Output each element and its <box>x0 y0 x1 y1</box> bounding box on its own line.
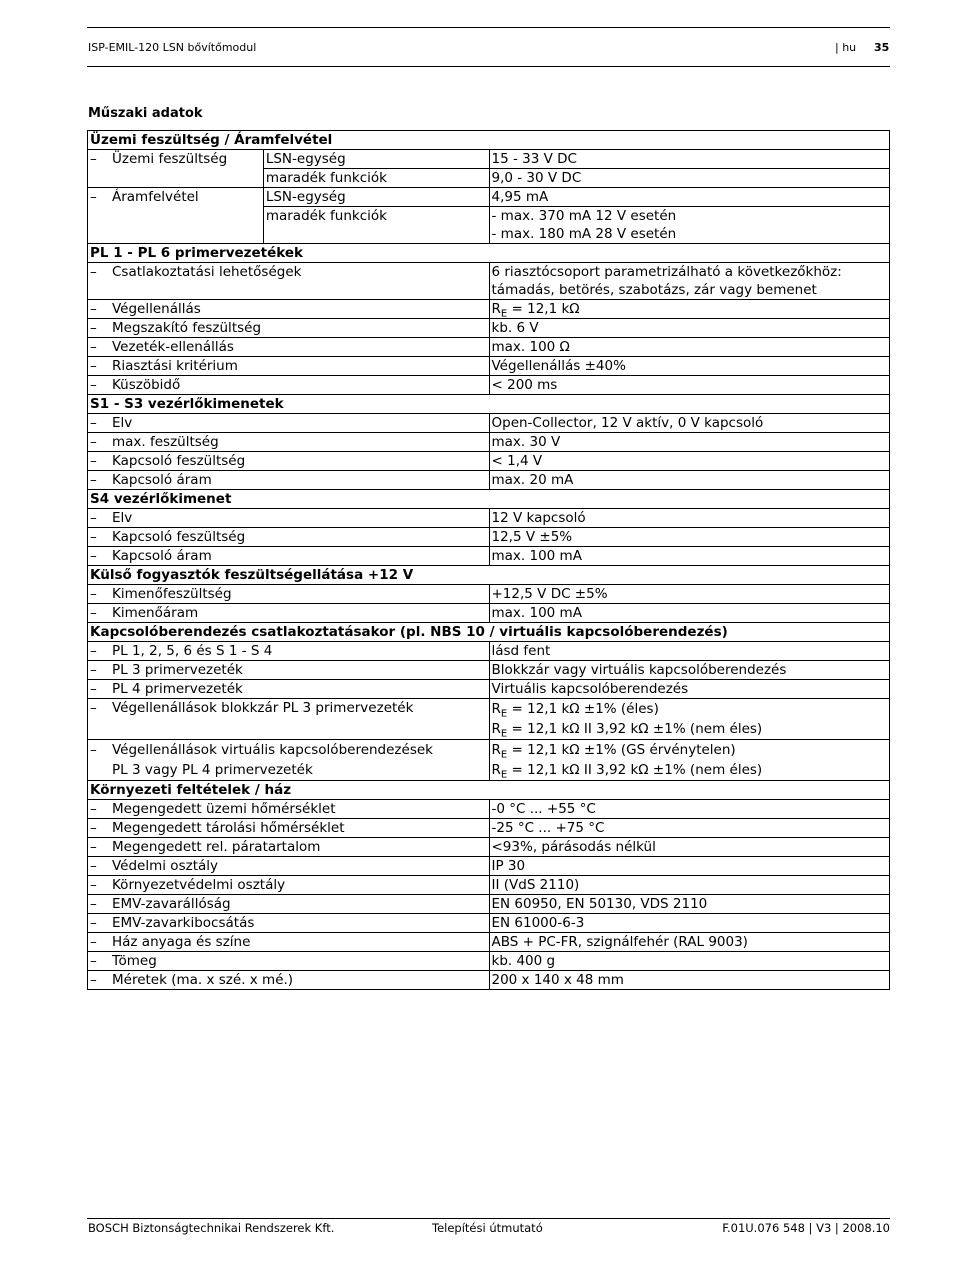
table-row <box>88 680 890 699</box>
table-row <box>88 642 890 661</box>
spec-value: < 200 ms <box>489 376 890 395</box>
spec-value: max. 100 mA <box>489 547 890 566</box>
spec-value: lásd fent <box>489 642 890 661</box>
spec-label: – Ház anyaga és színe <box>88 933 490 952</box>
spec-value: 4,95 mA <box>489 188 890 207</box>
table-row <box>88 509 890 528</box>
spec-value: EN 60950, EN 50130, VDS 2110 <box>489 895 890 914</box>
spec-value: $R_E = 12,1$ kΩ ±1% (GS érvénytelen) $R_E = 12,1$ kΩ II 3,92 kΩ ±1% (nem éles) <box>489 740 890 781</box>
spec-sublabel: maradék funkciók <box>263 169 489 188</box>
footer-company: BOSCH Biztonságtechnikai Rendszerek Kft. <box>88 1221 335 1235</box>
table-row <box>88 357 890 376</box>
spec-value: max. 100 mA <box>489 604 890 623</box>
spec-value: EN 61000-6-3 <box>489 914 890 933</box>
table-row <box>88 838 890 857</box>
spec-value: Végellenállás ±40% <box>489 357 890 376</box>
table-row <box>88 547 890 566</box>
table-row <box>88 414 890 433</box>
spec-value: IP 30 <box>489 857 890 876</box>
table-row <box>88 528 890 547</box>
table-row <box>88 263 890 300</box>
spec-value: -0 °C ... +55 °C <box>489 800 890 819</box>
table-row <box>88 857 890 876</box>
table-row <box>88 433 890 452</box>
table-row <box>88 819 890 838</box>
spec-value: 15 - 33 V DC <box>489 150 890 169</box>
spec-label: – Elv <box>88 509 490 528</box>
spec-value: max. 30 V <box>489 433 890 452</box>
section-title: PL 1 - PL 6 primervezetékek <box>88 244 890 263</box>
spec-label: – Kapcsoló áram <box>88 471 490 490</box>
spec-label: – Kapcsoló feszültség <box>88 452 490 471</box>
spec-label: – Kapcsoló feszültség <box>88 528 490 547</box>
section-title: Üzemi feszültség / Áramfelvétel <box>88 131 890 150</box>
spec-value: +12,5 V DC ±5% <box>489 585 890 604</box>
document-title: ISP-EMIL-120 LSN bővítőmodul <box>88 41 257 54</box>
spec-label: – PL 3 primervezeték <box>88 661 490 680</box>
spec-value: $R_E = 12,1$ kΩ <box>489 300 890 319</box>
table-row <box>88 150 890 169</box>
section-row <box>88 623 890 642</box>
header-top-rule <box>87 27 890 28</box>
table-row <box>88 471 890 490</box>
table-row <box>88 933 890 952</box>
table-row <box>88 188 890 207</box>
table-row <box>88 585 890 604</box>
spec-value: Open-Collector, 12 V aktív, 0 V kapcsoló <box>489 414 890 433</box>
spec-value: kb. 400 g <box>489 952 890 971</box>
spec-label: – Megszakító feszültség <box>88 319 490 338</box>
table-row <box>88 740 890 781</box>
spec-label: – Megengedett üzemi hőmérséklet <box>88 800 490 819</box>
section-row <box>88 131 890 150</box>
spec-value: 6 riasztócsoport parametrizálható a következőkhöz: támadás, betörés, szabotázs, zár vagy bemenet <box>489 263 890 300</box>
section-title: Kapcsolóberendezés csatlakoztatásakor (pl. NBS 10 / virtuális kapcsolóberendezés) <box>88 623 890 642</box>
table-row <box>88 452 890 471</box>
spec-value: 12 V kapcsoló <box>489 509 890 528</box>
spec-value: - max. 370 mA 12 V esetén - max. 180 mA 28 V esetén <box>489 207 890 244</box>
section-row <box>88 395 890 414</box>
section-heading: Műszaki adatok <box>88 106 203 121</box>
section-title: S4 vezérlőkimenet <box>88 490 890 509</box>
table-row <box>88 338 890 357</box>
header-bottom-rule <box>87 66 890 67</box>
spec-label: – Védelmi osztály <box>88 857 490 876</box>
section-row <box>88 244 890 263</box>
spec-label: – Végellenállás <box>88 300 490 319</box>
table-row <box>88 661 890 680</box>
spec-sublabel: LSN-egység <box>263 188 489 207</box>
spec-label: – PL 4 primervezeték <box>88 680 490 699</box>
table-row <box>88 952 890 971</box>
spec-sublabel: LSN-egység <box>263 150 489 169</box>
spec-label: – Megengedett rel. páratartalom <box>88 838 490 857</box>
section-title: Külső fogyasztók feszültségellátása +12 V <box>88 566 890 585</box>
table-row <box>88 876 890 895</box>
spec-label: – Csatlakoztatási lehetőségek <box>88 263 490 300</box>
section-row <box>88 566 890 585</box>
section-row <box>88 781 890 800</box>
spec-label: – EMV-zavarkibocsátás <box>88 914 490 933</box>
spec-label: – Méretek (ma. x szé. x mé.) <box>88 971 490 990</box>
spec-label: – Áramfelvétel <box>88 188 264 244</box>
spec-label: – Végellenállások virtuális kapcsolóberendezések PL 3 vagy PL 4 primervezeték <box>88 740 490 781</box>
section-row <box>88 490 890 509</box>
spec-label: – Riasztási kritérium <box>88 357 490 376</box>
spec-label: – Elv <box>88 414 490 433</box>
spec-value: < 1,4 V <box>489 452 890 471</box>
footer-document-type: Telepítési útmutató <box>432 1221 543 1235</box>
spec-label: – Kapcsoló áram <box>88 547 490 566</box>
spec-label: – Végellenállások blokkzár PL 3 primervezeték <box>88 699 490 740</box>
table-row <box>88 376 890 395</box>
spec-value: max. 100 Ω <box>489 338 890 357</box>
spec-value: 200 x 140 x 48 mm <box>489 971 890 990</box>
spec-value: -25 °C ... +75 °C <box>489 819 890 838</box>
table-row <box>88 300 890 319</box>
table-row <box>88 604 890 623</box>
spec-label: – PL 1, 2, 5, 6 és S 1 - S 4 <box>88 642 490 661</box>
spec-value: ABS + PC-FR, szignálfehér (RAL 9003) <box>489 933 890 952</box>
table-row <box>88 699 890 740</box>
spec-value: Blokkzár vagy virtuális kapcsolóberendezés <box>489 661 890 680</box>
table-row <box>88 895 890 914</box>
spec-value: 9,0 - 30 V DC <box>489 169 890 188</box>
page-number: 35 <box>874 41 890 54</box>
spec-label: – Tömeg <box>88 952 490 971</box>
table-row <box>88 971 890 990</box>
section-title: Környezeti feltételek / ház <box>88 781 890 800</box>
spec-value: Virtuális kapcsolóberendezés <box>489 680 890 699</box>
spec-label: – max. feszültség <box>88 433 490 452</box>
spec-label: – Környezetvédelmi osztály <box>88 876 490 895</box>
spec-value: II (VdS 2110) <box>489 876 890 895</box>
table-row <box>88 319 890 338</box>
spec-label: – Vezeték-ellenállás <box>88 338 490 357</box>
spec-label: – Üzemi feszültség <box>88 150 264 188</box>
spec-label: – Megengedett tárolási hőmérséklet <box>88 819 490 838</box>
spec-label: – EMV-zavarállóság <box>88 895 490 914</box>
spec-label: – Küszöbidő <box>88 376 490 395</box>
spec-value: max. 20 mA <box>489 471 890 490</box>
spec-sublabel: maradék funkciók <box>263 207 489 244</box>
spec-value: 12,5 V ±5% <box>489 528 890 547</box>
spec-value: $R_E = 12,1$ kΩ ±1% (éles) $R_E = 12,1$ kΩ II 3,92 kΩ ±1% (nem éles) <box>489 699 890 740</box>
spec-value: kb. 6 V <box>489 319 890 338</box>
table-row <box>88 800 890 819</box>
section-title: S1 - S3 vezérlőkimenetek <box>88 395 890 414</box>
table-row <box>88 914 890 933</box>
spec-label: – Kimenőáram <box>88 604 490 623</box>
specifications-table <box>87 130 890 990</box>
footer-rule <box>87 1218 890 1219</box>
spec-label: – Kimenőfeszültség <box>88 585 490 604</box>
footer-document-reference: F.01U.076 548 | V3 | 2008.10 <box>722 1221 890 1235</box>
language-indicator: | hu <box>835 41 857 54</box>
spec-value: <93%, párásodás nélkül <box>489 838 890 857</box>
